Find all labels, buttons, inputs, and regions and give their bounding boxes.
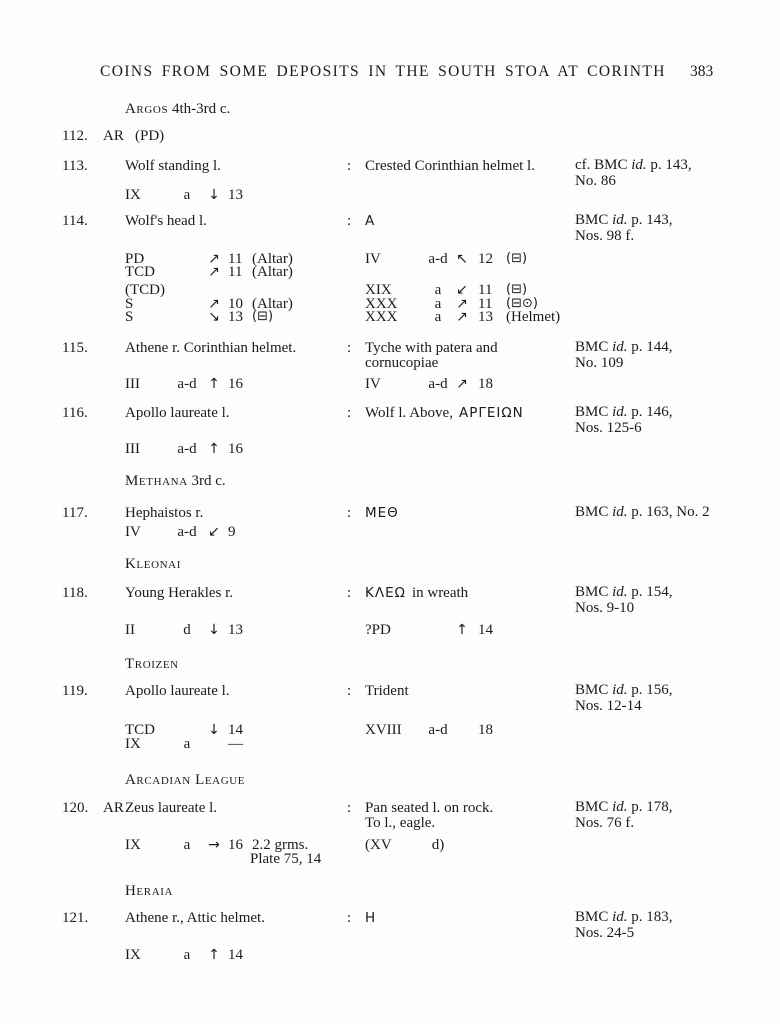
reference (575, 683, 735, 714)
reverse-legend: Η (365, 910, 377, 926)
reference-id-abbrev: id. (631, 157, 647, 173)
separator-colon: : (347, 158, 352, 174)
reference-id-abbrev: id. (612, 584, 628, 600)
entry-number: 116. (62, 405, 88, 421)
reference-prefix: BMC (575, 682, 609, 698)
entry-number: 112. (62, 128, 88, 144)
section-name: Argos (125, 101, 169, 117)
reference-prefix: BMC (575, 212, 609, 228)
die-axis-arrow: ↑ (456, 622, 468, 638)
deposit-code: TCD (125, 264, 155, 280)
symbol-note: (⊟) (252, 309, 274, 324)
entry-120-plate-row (0, 851, 780, 867)
reference-line2: Nos. 9-10 (575, 599, 635, 616)
deposit-code: ?PD (365, 622, 391, 638)
die-axis-arrow: ↙ (208, 524, 220, 540)
position-letter: a (183, 736, 191, 752)
position-letter: a (434, 296, 442, 312)
die-axis-arrow: ↓ (208, 187, 220, 203)
section-date: 4th-3rd c. (171, 101, 231, 117)
die-axis-arrow: ↓ (208, 722, 220, 738)
deposit-code: IX (125, 187, 141, 203)
reference-line2: Nos. 125-6 (575, 419, 642, 436)
size-value: 14 (228, 947, 243, 963)
reference-prefix: BMC (575, 404, 609, 420)
entry-number: 118. (62, 585, 88, 601)
die-axis-arrow: ↓ (208, 622, 220, 638)
section-name: Arcadian League (125, 772, 246, 788)
separator-colon: : (347, 213, 352, 229)
deposit-code: IX (125, 736, 141, 752)
size-value: 14 (228, 722, 243, 738)
symbol-note: (⊟⊙) (506, 296, 538, 311)
reference-page: p. 183, (631, 909, 673, 925)
reverse-legend: ΑΡΓΕΙΩΝ (458, 405, 524, 421)
reference-id-abbrev: id. (612, 504, 628, 520)
section-heading (125, 556, 181, 572)
die-axis-arrow: ↗ (456, 296, 468, 312)
deposit-code: (TCD) (125, 282, 165, 298)
reference-id-abbrev: id. (612, 404, 628, 420)
entry-121 (0, 909, 780, 941)
entry-115-reverse-line2 (0, 355, 780, 371)
die-axis-arrow: ↗ (456, 376, 468, 392)
symbol-note: (⊟) (506, 282, 528, 297)
weight-note: 2.2 grms. (252, 837, 309, 853)
position-letter: d (183, 622, 191, 638)
reference-page: p. 178, (631, 799, 673, 815)
reference-page: p. 154, (631, 584, 673, 600)
deposit-code: XXX (365, 296, 398, 312)
symbol-note: (Altar) (252, 296, 293, 312)
entry-number: 119. (62, 683, 88, 699)
symbol-note: (Altar) (252, 264, 293, 280)
position-letter: a (434, 282, 442, 298)
reverse-legend: A (365, 213, 376, 229)
reference-line1 (575, 910, 735, 926)
obverse-description: Apollo laureate l. (125, 405, 230, 421)
position-letter: a-d (428, 251, 448, 267)
position-letter: a (434, 309, 442, 325)
reference-id-abbrev: id. (612, 799, 628, 815)
reference (575, 213, 735, 244)
plate-reference: Plate 75, 14 (250, 851, 322, 867)
separator-colon: : (347, 505, 352, 521)
separator-colon: : (347, 340, 352, 356)
size-value: 11 (228, 264, 243, 280)
position-letter: a (183, 187, 191, 203)
separator-colon: : (347, 910, 352, 926)
obverse-description: Zeus laureate l. (125, 800, 218, 816)
deposit-code: S (125, 309, 134, 325)
symbol-note: (Helmet) (506, 309, 561, 325)
size-value: — (228, 736, 243, 752)
reference (575, 158, 735, 189)
section-heading-heraia (0, 883, 780, 899)
entry-117 (0, 505, 780, 521)
deposit-code: TCD (125, 722, 155, 738)
section-heading-argos (0, 101, 780, 117)
size-value: 13 (228, 622, 243, 638)
deposit-code: XXX (365, 309, 398, 325)
die-axis-arrow: ↗ (208, 264, 220, 280)
section-heading-kleonai (0, 556, 780, 572)
reference-line1 (575, 213, 735, 229)
entry-121-data-row (0, 947, 780, 963)
position-letter: a-d (177, 524, 197, 540)
entry-120-reverse-line2 (0, 815, 780, 831)
entry-118 (0, 584, 780, 616)
reference-line1 (575, 405, 735, 421)
reference (575, 405, 735, 436)
obverse-description: Athene r. Corinthian helmet. (125, 340, 297, 356)
size-value: 16 (228, 837, 243, 853)
reference-line1 (575, 683, 735, 699)
separator-colon: : (347, 683, 352, 699)
reverse-description: Tyche with patera and (365, 340, 498, 356)
deposit-code: IX (125, 947, 141, 963)
entry-114 (0, 212, 780, 244)
deposit-code: II (125, 622, 135, 638)
position-letter: a-d (177, 376, 197, 392)
reverse-description (365, 585, 468, 601)
die-axis-arrow: ↑ (208, 376, 220, 392)
size-value: 11 (228, 251, 243, 267)
deposit-code: IV (365, 376, 381, 392)
size-value: 10 (228, 296, 243, 312)
die-axis-arrow: ↗ (208, 251, 220, 267)
obverse-description: Athene r., Attic helmet. (125, 910, 265, 926)
size-value: 13 (478, 309, 493, 325)
reference-line2: Nos. 12-14 (575, 697, 642, 714)
entry-number: 115. (62, 340, 88, 356)
entry-113-data-row (0, 187, 780, 203)
separator-colon: : (347, 585, 352, 601)
entry-114-data-row (0, 309, 780, 325)
separator-colon: : (347, 405, 352, 421)
entry-number: 117. (62, 505, 88, 521)
reverse-description: Crested Corinthian helmet l. (365, 158, 535, 174)
entry-119 (0, 682, 780, 714)
reference-prefix: cf. BMC (575, 157, 628, 173)
reference-line2: Nos. 98 f. (575, 227, 635, 244)
separator-colon: : (347, 800, 352, 816)
position-letter: d) (431, 837, 445, 853)
page-header (0, 64, 780, 80)
symbol-note: (⊟) (506, 251, 528, 266)
reference-line2: No. 86 (575, 172, 616, 189)
reference-page: p. 144, (631, 339, 673, 355)
section-name: Troizen (125, 656, 179, 672)
reference-page: p. 156, (631, 682, 673, 698)
section-heading-arcadian-league (0, 772, 780, 788)
reference-page: p. 163, No. 2 (631, 504, 710, 520)
deposit-code: IV (365, 251, 381, 267)
obverse-description: Wolf standing l. (125, 158, 221, 174)
reference-line1 (575, 505, 735, 521)
section-heading (125, 883, 173, 899)
size-value: 18 (478, 722, 493, 738)
reverse-description: Trident (365, 683, 409, 699)
deposit-code: (XV (365, 837, 392, 853)
deposit-code: IX (125, 837, 141, 853)
entry-number: 120. (62, 800, 89, 816)
section-date: 3rd c. (191, 473, 226, 489)
reference (575, 505, 735, 521)
reverse-legend: ΚΛΕΩ (365, 585, 406, 601)
entry-117-data-row (0, 524, 780, 540)
page-title: COINS FROM SOME DEPOSITS IN THE SOUTH STOA AT CORINTH (100, 63, 666, 80)
die-axis-arrow: ↑ (208, 947, 220, 963)
entry-119-data-row (0, 736, 780, 752)
obverse-description: Apollo laureate l. (125, 683, 230, 699)
deposit-code: XVIII (365, 722, 402, 738)
reverse-description: To l., eagle. (365, 815, 436, 831)
die-axis-arrow: ↘ (208, 309, 220, 325)
reference-page: p. 146, (631, 404, 673, 420)
die-axis-arrow: ↖ (456, 251, 468, 267)
reverse-legend: ΜΕΘ (365, 505, 399, 521)
deposit-code: (PD) (135, 128, 165, 144)
die-axis-arrow: ↑ (208, 441, 220, 457)
size-value: 11 (478, 282, 493, 298)
deposit-code: XIX (365, 282, 392, 298)
obverse-description: Wolf's head l. (125, 213, 207, 229)
entry-number: 114. (62, 213, 88, 229)
size-value: 12 (478, 251, 493, 267)
position-letter: a-d (428, 376, 448, 392)
deposit-code: IV (125, 524, 141, 540)
reverse-text: in wreath (411, 585, 469, 601)
deposit-code: S (125, 296, 134, 312)
entry-114-data-row (0, 264, 780, 280)
entry-113 (0, 157, 780, 189)
size-value: 14 (478, 622, 493, 638)
size-value: 13 (228, 187, 243, 203)
section-heading-troizen (0, 656, 780, 672)
reference-line2: No. 109 (575, 354, 624, 371)
reverse-description: cornucopiae (365, 355, 439, 371)
deposit-code: III (125, 376, 140, 392)
section-heading (125, 101, 230, 117)
page-number: 383 (690, 63, 714, 80)
entry-number: 113. (62, 158, 88, 174)
reference-line1 (575, 158, 735, 174)
section-heading (125, 473, 226, 489)
die-axis-arrow: ↗ (456, 309, 468, 325)
reverse-text: Wolf l. Above, (365, 405, 453, 421)
reference (575, 585, 735, 616)
position-letter: a-d (177, 441, 197, 457)
reference-line1 (575, 585, 735, 601)
deposit-code: PD (125, 251, 145, 267)
reference-id-abbrev: id. (612, 909, 628, 925)
reference-prefix: BMC (575, 584, 609, 600)
metal-code: AR (103, 128, 124, 144)
symbol-note: (Altar) (252, 251, 293, 267)
entry-number: 121. (62, 910, 89, 926)
size-value: 13 (228, 309, 243, 325)
position-letter: a (183, 837, 191, 853)
position-letter: a-d (428, 722, 448, 738)
entry-118-data-row (0, 622, 780, 638)
reverse-description: Pan seated l. on rock. (365, 800, 494, 816)
entry-116-data-row (0, 441, 780, 457)
size-value: 11 (478, 296, 493, 312)
die-axis-arrow: ↙ (456, 282, 468, 298)
section-name: Methana (125, 473, 188, 489)
entry-112 (0, 128, 780, 144)
reference-id-abbrev: id. (612, 212, 628, 228)
obverse-description: Young Herakles r. (125, 585, 234, 601)
reference-line1 (575, 800, 735, 816)
reference-prefix: BMC (575, 504, 609, 520)
reference-page: p. 143, (650, 157, 692, 173)
size-value: 16 (228, 441, 243, 457)
entry-115-data-row (0, 376, 780, 392)
section-heading (125, 656, 179, 672)
reference-id-abbrev: id. (612, 682, 628, 698)
size-value: 18 (478, 376, 493, 392)
section-heading-methana (0, 473, 780, 489)
die-axis-arrow: → (208, 837, 220, 853)
entry-116 (0, 404, 780, 436)
metal-code: AR (103, 800, 124, 816)
size-value: 9 (228, 524, 236, 540)
reference-id-abbrev: id. (612, 339, 628, 355)
deposit-code: III (125, 441, 140, 457)
size-value: 16 (228, 376, 243, 392)
section-heading (125, 772, 245, 788)
reverse-description (365, 405, 524, 421)
reference-page: p. 143, (631, 212, 673, 228)
reference (575, 910, 735, 941)
section-name: Heraia (125, 883, 174, 899)
reference-prefix: BMC (575, 909, 609, 925)
reference-line2: Nos. 24-5 (575, 924, 635, 941)
die-axis-arrow: ↗ (208, 296, 220, 312)
reference-prefix: BMC (575, 799, 609, 815)
reference-prefix: BMC (575, 339, 609, 355)
reference-line2: Nos. 76 f. (575, 814, 635, 831)
obverse-description: Hephaistos r. (125, 505, 204, 521)
position-letter: a (183, 947, 191, 963)
section-name: Kleonai (125, 556, 181, 572)
reference-line1 (575, 340, 735, 356)
